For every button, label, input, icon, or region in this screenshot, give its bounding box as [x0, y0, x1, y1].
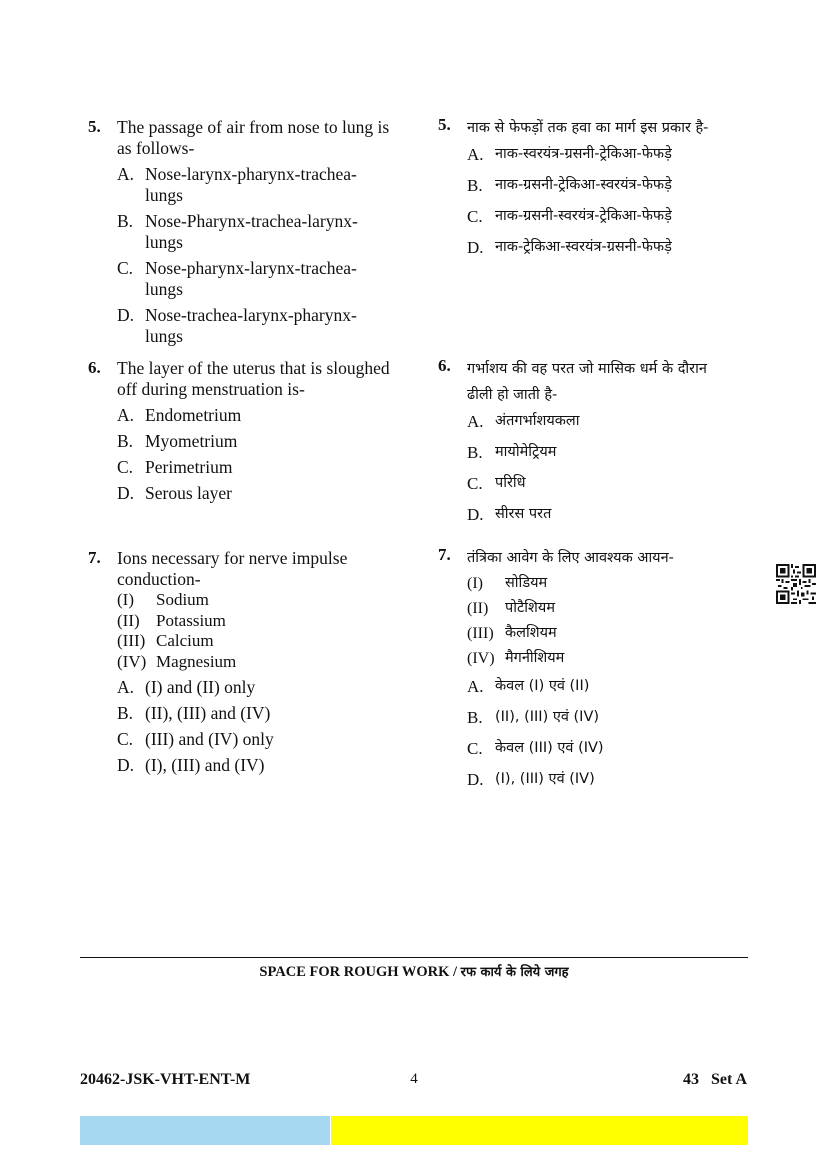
option-label: D. — [467, 238, 484, 257]
option-a[interactable] — [117, 405, 408, 426]
option-d[interactable] — [467, 768, 738, 791]
question-number: 7. — [438, 545, 451, 564]
option-b[interactable] — [117, 431, 408, 452]
option-label: B. — [467, 708, 483, 727]
statement-label: (II) — [467, 600, 489, 617]
option-c[interactable] — [117, 457, 408, 478]
option-label: C. — [467, 207, 483, 226]
question-number: 5. — [88, 117, 101, 136]
option-text: (II), (III) एवं (IV) — [495, 709, 600, 725]
option-label: A. — [117, 405, 135, 425]
options-list — [467, 143, 738, 259]
option-label: D. — [467, 505, 484, 524]
statement-label: (III) — [467, 625, 494, 642]
option-text: मायोमेट्रियम — [495, 444, 557, 460]
option-text: Serous layer — [145, 483, 232, 503]
question-7-en — [88, 548, 408, 781]
option-label: A. — [467, 145, 484, 164]
option-text: Nose-Pharynx-trachea-larynx-lungs — [145, 211, 358, 252]
question-number: 6. — [438, 356, 451, 375]
option-a[interactable] — [117, 677, 408, 698]
option-label: B. — [467, 176, 483, 195]
option-b[interactable] — [467, 706, 738, 729]
statement-1 — [117, 590, 408, 611]
option-label: C. — [117, 457, 134, 477]
options-list — [117, 405, 408, 504]
option-label: C. — [117, 258, 134, 278]
statement-text: सोडियम — [505, 575, 548, 591]
option-text: केवल (I) एवं (II) — [495, 678, 590, 694]
question-number: 6. — [88, 358, 101, 377]
option-c[interactable] — [117, 729, 408, 750]
statement-label: (III) — [117, 631, 146, 650]
option-text: (II), (III) and (IV) — [145, 703, 271, 723]
option-label: D. — [467, 770, 484, 789]
option-text: Myometrium — [145, 431, 238, 451]
statement-text: पोटैशियम — [505, 600, 555, 616]
option-label: A. — [467, 412, 484, 431]
option-label: B. — [117, 703, 134, 723]
page-number: 4 — [410, 1071, 418, 1087]
question-text: तंत्रिका आवेग के लिए आवश्यक आयन- — [467, 550, 674, 566]
statements-list — [467, 571, 738, 671]
option-d[interactable] — [117, 483, 408, 504]
statement-text: कैलशियम — [505, 625, 557, 641]
option-a[interactable] — [117, 164, 408, 206]
statements-list — [117, 590, 408, 672]
option-text: (I), (III) एवं (IV) — [495, 771, 595, 787]
options-list — [117, 677, 408, 776]
option-b[interactable] — [117, 703, 408, 724]
option-d[interactable] — [117, 305, 408, 347]
option-label: D. — [117, 483, 135, 503]
statement-label: (II) — [117, 610, 140, 630]
option-text: नाक-ग्रसनी-ट्रेकिआ-स्वरयंत्र-फेफड़े — [495, 177, 672, 193]
options-list — [467, 675, 738, 791]
option-label: D. — [117, 755, 135, 775]
statement-4 — [467, 646, 738, 671]
option-b[interactable] — [467, 174, 738, 197]
question-7-hi — [438, 545, 738, 799]
footer-bar-yellow — [331, 1116, 748, 1145]
statement-label: (I) — [117, 590, 134, 609]
question-number: 7. — [88, 548, 101, 567]
option-b[interactable] — [467, 441, 738, 464]
statement-3 — [467, 621, 738, 646]
statement-text: Potassium — [156, 610, 226, 630]
option-label: C. — [117, 729, 134, 749]
question-number: 5. — [438, 115, 451, 134]
option-a[interactable] — [467, 675, 738, 698]
question-text: The layer of the uterus that is sloughed off during menstruation is- — [117, 358, 390, 399]
statement-text: Sodium — [156, 590, 209, 609]
options-list — [467, 410, 738, 526]
option-text: परिधि — [495, 475, 526, 491]
option-text: अंतगर्भाशयकला — [495, 413, 580, 429]
statement-label: (I) — [467, 575, 483, 592]
option-label: A. — [117, 164, 135, 184]
rough-work-heading-hi: रफ कार्य के लिये जगह — [460, 965, 569, 980]
option-label: B. — [117, 211, 134, 231]
option-text: Perimetrium — [145, 457, 233, 477]
option-text: (I), (III) and (IV) — [145, 755, 265, 775]
question-text: गर्भाशय की वह परत जो मासिक धर्म के दौरान ढीली हो जाती है- — [467, 361, 707, 403]
statement-label: (IV) — [467, 650, 495, 667]
paper-code: 20462-JSK-VHT-ENT-M — [80, 1071, 251, 1088]
option-text: Nose-larynx-pharynx-trachea-lungs — [145, 164, 357, 205]
option-text: Nose-pharynx-larynx-trachea-lungs — [145, 258, 357, 299]
rough-work-divider — [80, 957, 748, 958]
footer-bar-blue — [80, 1116, 330, 1145]
option-b[interactable] — [117, 211, 408, 253]
option-c[interactable] — [467, 737, 738, 760]
option-label: C. — [467, 739, 483, 758]
question-6-hi — [438, 356, 738, 534]
question-5-hi — [438, 115, 738, 267]
option-text: सीरस परत — [495, 506, 552, 522]
option-text: Endometrium — [145, 405, 242, 425]
options-list — [117, 164, 408, 347]
rough-work-heading-en: SPACE FOR ROUGH WORK / — [259, 964, 461, 980]
option-label: C. — [467, 474, 483, 493]
statement-text: Calcium — [156, 631, 214, 650]
option-d[interactable] — [117, 755, 408, 776]
option-label: B. — [117, 431, 134, 451]
set-label: 43 Set A — [683, 1071, 747, 1088]
option-text: नाक-स्वरयंत्र-ग्रसनी-ट्रेकिआ-फेफड़े — [495, 146, 672, 162]
question-5-en — [88, 117, 408, 352]
rough-work-heading — [80, 962, 748, 981]
statement-text: मैगनीशियम — [505, 650, 565, 666]
option-c[interactable] — [117, 258, 408, 300]
option-label: B. — [467, 443, 483, 462]
statement-2 — [117, 611, 408, 632]
option-a[interactable] — [467, 143, 738, 166]
option-text: नाक-ग्रसनी-स्वरयंत्र-ट्रेकिआ-फेफड़े — [495, 208, 672, 224]
option-label: A. — [467, 677, 484, 696]
option-d[interactable] — [467, 236, 738, 259]
option-label: A. — [117, 677, 135, 697]
statement-3 — [117, 631, 408, 652]
option-text: (I) and (II) only — [145, 677, 256, 697]
question-text: The passage of air from nose to lung is as follows- — [117, 117, 390, 158]
statement-text: Magnesium — [156, 651, 237, 671]
option-text: (III) and (IV) only — [145, 729, 274, 749]
option-text: नाक-ट्रेकिआ-स्वरयंत्र-ग्रसनी-फेफड़े — [495, 239, 672, 255]
option-text: Nose-trachea-larynx-pharynx-lungs — [145, 305, 357, 346]
question-text: नाक से फेफड़ों तक हवा का मार्ग इस प्रकार है- — [467, 120, 709, 136]
question-text: Ions necessary for nerve impulse conduction- — [117, 548, 348, 589]
option-text: केवल (III) एवं (IV) — [495, 740, 604, 756]
qr-code-icon — [776, 564, 816, 604]
option-c[interactable] — [467, 205, 738, 228]
statement-1 — [467, 571, 738, 596]
option-c[interactable] — [467, 472, 738, 495]
option-a[interactable] — [467, 410, 738, 433]
statement-2 — [467, 596, 738, 621]
question-6-en — [88, 358, 408, 509]
option-label: D. — [117, 305, 135, 325]
option-d[interactable] — [467, 503, 738, 526]
statement-label: (IV) — [117, 651, 147, 671]
statement-4 — [117, 652, 408, 673]
